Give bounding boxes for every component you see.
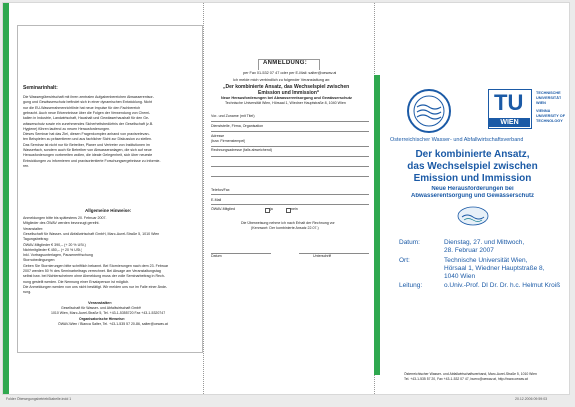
general_lines-line: Gesellschaft für Wasser- und Abfallwirtschaft GmbH, Marc-Aurel-Straße 5, 1010 Wien xyxy=(23,231,160,236)
cover-title-1: Der kombinierte Ansatz, xyxy=(415,149,530,160)
date-label: Datum xyxy=(211,254,222,258)
tu-name-en-1: VIENNA xyxy=(536,109,551,113)
field-billing-line-3[interactable] xyxy=(211,176,369,177)
cover-org-name: Österreichischer Wasser- und Abfallwirtschaftsverband xyxy=(390,137,524,143)
date-value-1: Dienstag, 27. und Mittwoch, xyxy=(444,239,525,246)
registration-panel xyxy=(203,3,374,394)
form-event-title-2: Emission und Immission“ xyxy=(258,90,320,96)
field-billing-line-1[interactable] xyxy=(211,156,369,157)
seminar-heading: Seminarinhalt: xyxy=(23,85,58,91)
cover-panel xyxy=(374,3,571,394)
body_lines-line: Die Wassergütewirtschaft mit ihren zentralen Aufgabenbereichen Abwasserentsor- xyxy=(23,95,154,99)
cover-subtitle-2: Abwasserentsorgung und Gewässerschutz xyxy=(410,193,535,199)
form-event-place: Technische Universität Wien, Hörsaal 1, Wiedner Hauptstraße 8, 1040 Wien xyxy=(225,101,346,105)
field-name-line[interactable] xyxy=(211,121,369,122)
place-value-2: Hörsaal 1, Wiedner Hauptstraße 8, xyxy=(444,265,545,272)
left-panel xyxy=(3,3,203,394)
body_lines-line: gebracht. Auch neue Erkenntnisse über die Folgen der Verwendung von Chemi- xyxy=(23,110,151,115)
general-heading: Allgemeine Hinweise: xyxy=(85,208,132,213)
signature-line[interactable] xyxy=(299,253,369,254)
body_lines-line: Wasserfach, sondern auch für Betreiber von Abwasseranlagen, die sich auf neue xyxy=(23,148,152,152)
general_lines-line: ÖWAV-Mitglieder € 390,– (+ 20 % USt.) xyxy=(23,242,86,247)
oewav-logo xyxy=(407,89,451,133)
tu-name-de-3: WIEN xyxy=(536,101,546,105)
field-billing-line-2[interactable] xyxy=(211,166,369,167)
field-address-sub-label: (bzw. Firmenstempel) xyxy=(211,139,246,143)
general_lines-line: Tagungsbeitrag: xyxy=(23,237,49,242)
field-phone-line[interactable] xyxy=(211,194,369,195)
status-bar xyxy=(0,396,575,407)
general_lines-line: Stornobedingungen: xyxy=(23,258,56,263)
tu-logo-text: TU xyxy=(494,92,524,114)
place-label-cover: Ort: xyxy=(399,257,410,264)
form-event-sub: Neue Herausforderungen bei Abwasserentsorgung und Gewässerschutz xyxy=(221,96,352,100)
member-label: ÖWAV-Mitglied xyxy=(211,207,235,211)
member-yes-label: ja xyxy=(270,207,273,211)
invoice-note-1: Die Überweisung nehme ich nach Erhalt der Rechnung vor xyxy=(241,221,335,225)
lead-value: o.Univ.-Prof. DI Dr. Dr. h.c. Helmut Kroiß xyxy=(444,282,561,289)
general_lines-line: Inkl. Vortragsunterlagen, Pausenerfrischung xyxy=(23,253,93,258)
oewav-logo-icon xyxy=(409,91,449,131)
body_lines-line: ren. xyxy=(23,163,30,168)
general_lines-line: Nichtmitglieder € 450,– (+ 20 % USt.) xyxy=(23,247,83,252)
cover-footer-2: Tel. +43-1-535 57 20, Fax +43-1-532 07 47, buero@oewav.at, http://www.oewav.at xyxy=(404,377,528,381)
tu-wien-logo xyxy=(488,89,532,129)
brochure-sheet xyxy=(2,2,570,395)
fax-line: per Fax 01-532 07 47 oder per E-Mail: salter@oewav.at xyxy=(243,71,337,75)
organizer-heading: Veranstalter: xyxy=(88,300,113,305)
field-company-label: Dienststelle, Firma, Organisation xyxy=(211,124,264,128)
body_lines-line: Hygiene) führen laufend zu neuen Herausforderungen. xyxy=(23,126,111,131)
tu-name-en-2: UNIVERSITY OF xyxy=(536,114,566,118)
field-billing-label: Rechnungsadresse (falls abweichend) xyxy=(211,148,272,152)
general_lines-line: 2007 werden 50 % des Seminarbeitrags verrechnet. Bei Absage am Veranstaltungstag xyxy=(23,269,161,273)
form-event-title-1: „Der kombinierte Ansatz, das Wechselspiel zwischen xyxy=(223,84,350,90)
form-title: ANMELDUNG: xyxy=(263,60,307,66)
member-no-label: nein xyxy=(291,207,298,211)
status-left: Folder Öbewegungsbetriebßtabelle.indd 1 xyxy=(6,397,72,401)
body_lines-line: wässerschutz sowie ein zunehmendes Sicherheitsbedürfnis der Gesellschaft (z.B. xyxy=(23,121,154,126)
body_lines-line: Herausforderungen vorbereiten wollen, die ideale Gelegenheit, sich über neueste xyxy=(23,153,153,158)
cover-title-3: Emission und Immission xyxy=(413,173,532,184)
field-email-line[interactable] xyxy=(211,204,369,205)
field-company-line[interactable] xyxy=(211,131,369,132)
tu-wien-band: WIEN xyxy=(489,118,530,127)
tu-name-de-1: TECHNISCHE xyxy=(536,91,561,95)
seminar-seal-icon xyxy=(456,205,490,227)
organizer-line-2: 1010 Wien, Marc-Aurel-Straße 5, Tel. +43-1-5355720 Fax +43-1-5320747 xyxy=(51,311,166,315)
place-value-1: Technische Universität Wien, xyxy=(444,257,528,264)
general_lines-line: rung. xyxy=(23,290,32,295)
form-intro: Ich melde mich verbindlich zu folgender Veranstaltung an: xyxy=(233,78,331,82)
status-right: 20.12.2006 09:59:03 xyxy=(515,397,548,401)
general_lines-line: Mitglieder des ÖWAV werden bevorzugt gereiht. xyxy=(23,221,100,226)
general_lines-line: Geben Sie Stornierungen bitte schriftlich bekannt. Bei Stornierungen nach dem 23. Februar xyxy=(23,263,169,268)
place-value-3: 1040 Wien xyxy=(444,273,476,280)
general_lines-line: nung gestellt werden. Die Nennung einer Ersatzperson ist möglich. xyxy=(23,279,130,284)
body_lines-line: kalien in Industrie, Landwirtschaft, Haushalt und Gewässerhaushalt für den Ge- xyxy=(23,116,150,121)
cover-title-2: das Wechselspiel zwischen xyxy=(407,161,538,172)
org-info-heading: Organisatorische Hinweise: xyxy=(79,317,126,321)
body_lines-line: gung und Gewässerschutz befindet sich in einer dynamischen Entwicklung. Nicht xyxy=(23,100,153,105)
field-name-label: Vor- und Zuname (mit Titel) xyxy=(211,114,255,118)
field-address-line[interactable] xyxy=(211,146,369,147)
body_lines-line: Das Seminar ist nicht nur für Betreiber, Planer und Vertreter von Institutionen im xyxy=(23,142,150,147)
lead-label-cover: Leitung: xyxy=(399,282,423,289)
cover-footer-1: Österreichischer Wasser- und Abfallwirtschaftsverband, Marc-Aurel-Straße 5, 1010 Wien xyxy=(404,372,537,376)
signature-label: Unterschrift xyxy=(313,254,332,258)
invoice-note-2: (Kennwort: Der kombinierte Ansatz 22.07.) xyxy=(251,226,319,230)
body_lines-line: nur die EU-Wasserrahmenrichtlinie hat neue Impulse für den Fachbereich xyxy=(23,105,141,110)
left-green-edge xyxy=(3,3,9,394)
date-label-cover: Datum: xyxy=(399,239,420,246)
organizer-line-1: Gesellschaft für Wasser- und Abfallwirtschaft GmbH xyxy=(61,306,142,310)
general_lines-line: Veranstalter: xyxy=(23,226,44,231)
field-address-label: Adresse xyxy=(211,134,225,138)
body_lines-line: Dieses Seminar hat das Ziel, diesen Fragenkomplex anhand von praxisrelevan- xyxy=(23,132,150,137)
cover-subtitle-1: Neue Herausforderungen bei xyxy=(431,186,514,192)
tu-name-en-3: TECHNOLOGY xyxy=(536,119,563,123)
general_lines-line: Die Anmeldungen werden von uns nicht bestätigt. Wir melden uns nur im Falle einer Ände- xyxy=(23,284,168,289)
field-email-label: E-Mail xyxy=(211,198,222,202)
tu-name-de-2: UNIVERSITÄT xyxy=(536,96,562,100)
field-phone-label: Telefon/Fax xyxy=(211,188,230,192)
body_lines-line: Entwicklungen zu informieren und praxisorientierte Forschungsergebnisse zu informie- xyxy=(23,158,161,163)
date-value-2: 28. Februar 2007 xyxy=(444,247,494,254)
general_lines-line: Anmeldungen bitte bis spätestens 20. Februar 2007. xyxy=(23,216,107,220)
general_lines-line: selbst bzw. bei Nichterscheinen ohne Abmeldung muss der volle Seminarbeitrag in Rech- xyxy=(23,274,166,279)
cover-green-bar xyxy=(374,75,380,375)
org-info-line: ÖWAV-Wien / Bianca Salter, Tel. +43-1-535 57 20-86, salter@oewav.at xyxy=(58,322,168,326)
body_lines-line: ten Beispielen zu präsentieren und aus fachlicher Sicht zur Diskussion zu stellen. xyxy=(23,137,153,142)
